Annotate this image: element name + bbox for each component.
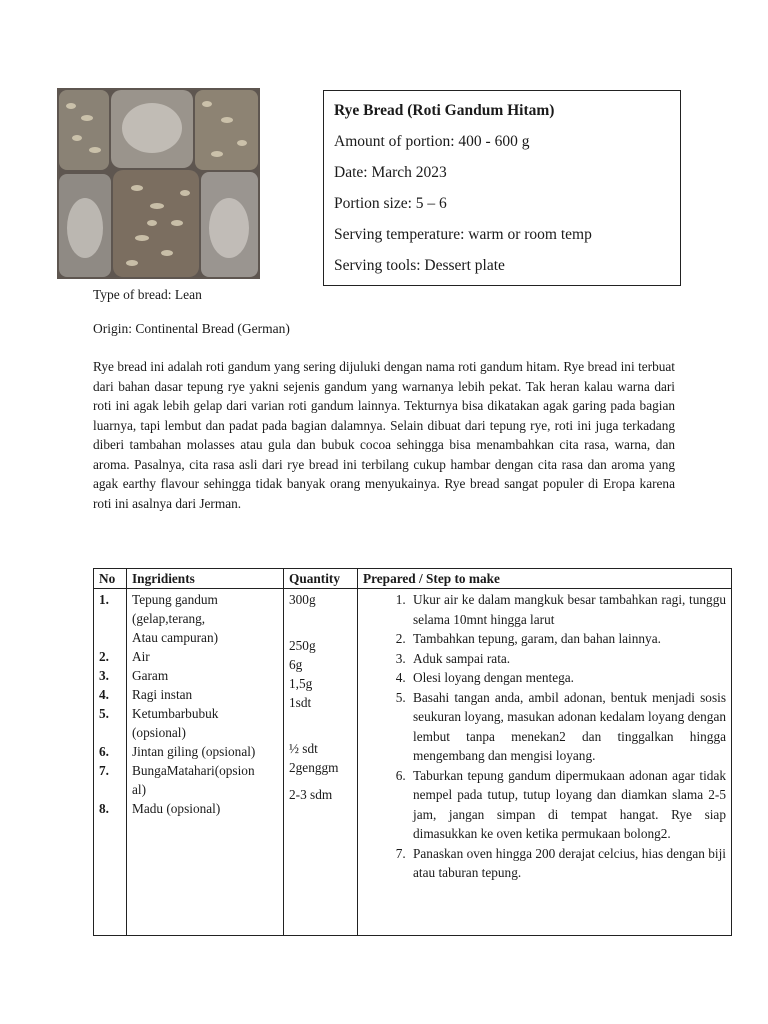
ingredient-line: Jintan giling (opsional) <box>132 744 256 759</box>
ingredient-line: BungaMatahari(opsion <box>132 763 255 778</box>
quantity-value: 250g <box>289 638 316 653</box>
ingredient-line: Ragi instan <box>132 687 193 702</box>
row-number: 7. <box>99 763 109 778</box>
row-number: 6. <box>99 744 109 759</box>
number-column <box>94 589 127 936</box>
step-item: 4. Olesi loyang dengan mentega. <box>409 668 726 688</box>
row-number: 5. <box>99 706 109 721</box>
table-row <box>94 589 732 936</box>
ingredient-line: Tepung gandum <box>132 592 218 607</box>
quantity-value: ½ sdt <box>289 741 318 756</box>
table-header-row <box>94 569 732 589</box>
ingredient-line: Ketumbarbubuk <box>132 706 219 721</box>
header-ingredients: Ingridients <box>127 569 284 589</box>
rye-bread-image <box>57 88 260 279</box>
serving-temperature: Serving temperature: warm or room temp <box>334 226 592 243</box>
row-number: 4. <box>99 687 109 702</box>
step-item: 3. Aduk sampai rata. <box>409 649 726 669</box>
row-number: 2. <box>99 649 109 664</box>
ingredient-line: (opsional) <box>132 725 186 740</box>
quantity-value: 2genggm <box>289 760 339 775</box>
bread-title: Rye Bread (Roti Gandum Hitam) <box>334 102 555 119</box>
step-item: 1. Ukur air ke dalam mangkuk besar tambahkan ragi, tunggu selama 10mnt hingga larut <box>409 590 726 629</box>
ingredient-line: Air <box>132 649 150 664</box>
ingredient-line: al) <box>132 782 147 797</box>
quantity-value: 6g <box>289 657 303 672</box>
quantity-value: 2-3 sdm <box>289 787 333 802</box>
quantity-value: 1sdt <box>289 695 312 710</box>
step-item: 2. Tambahkan tepung, garam, dan bahan lainnya. <box>409 629 726 649</box>
description-paragraph: Rye bread ini adalah roti gandum yang sering dijuluki dengan nama roti gandum hitam. Rye bread ini terbuat dari bahan dasar tepung rye yakni sejenis gandum yang warnanya lebih pekat. Tak heran kalau warna dari roti ini agak lebih gelap dari varian roti gandum lainnya. Tekturnya bisa dikatakan agak garing pada bagian luarnya, tapi lembut dan padat pada bagian dalamnya. Selain dibuat dari tepung rye, roti ini juga terkadang diberi tambahan molasses atau gula dan bubuk cocoa sehingga bisa menambahkan cita rasa, warna, dan aroma. Pasalnya, cita rasa asli dari rye bread ini terbilang cukup hambar dengan cita rasa dan aroma yang agak earthy flavour sehingga tidak banyak orang menyukainya. Rye bread sangat populer di Eropa karena roti ini asalnya dari Jerman. <box>93 359 675 511</box>
step-item: 7. Panaskan oven hingga 200 derajat celcius, hias dengan biji atau taburan tepung. <box>409 844 726 883</box>
serving-tools: Serving tools: Dessert plate <box>334 257 505 274</box>
header-quantity: Quantity <box>284 569 358 589</box>
ingredient-line: Madu (opsional) <box>132 801 221 816</box>
steps-column <box>358 589 732 936</box>
steps-list <box>363 590 726 883</box>
date: Date: March 2023 <box>334 164 447 181</box>
header-steps: Prepared / Step to make <box>358 569 732 589</box>
header-no: No <box>94 569 127 589</box>
quantity-column <box>284 589 358 936</box>
ingredient-line: (gelap,terang, <box>132 611 206 626</box>
type-of-bread: Type of bread: Lean <box>93 287 202 302</box>
step-item: 6. Taburkan tepung gandum dipermukaan adonan agar tidak nempel pada tutup, tutup loyang dan diamkan slama 2-5 jam, jangan simpan di tempat hangat. Rye siap dimasukkan ke oven ketika permukaan bolong2. <box>409 766 726 844</box>
ingredient-line: Garam <box>132 668 169 683</box>
quantity-value: 300g <box>289 592 316 607</box>
step-item: 5. Basahi tangan anda, ambil adonan, bentuk menjadi sosis seukuran loyang, masukan adonan kedalam loyang dengan lembut tanpa menekan2 dan tinggalkan hingga mengembang dan mengisi loyang. <box>409 688 726 766</box>
info-box <box>323 90 681 286</box>
origin: Origin: Continental Bread (German) <box>93 321 290 336</box>
row-number: 3. <box>99 668 109 683</box>
rye-bread-photo <box>57 88 260 279</box>
portion-size: Portion size: 5 – 6 <box>334 195 447 212</box>
row-number: 8. <box>99 801 109 816</box>
amount-of-portion: Amount of portion: 400 - 600 g <box>334 133 530 150</box>
row-number: 1. <box>99 592 109 607</box>
quantity-value: 1,5g <box>289 676 313 691</box>
ingredient-column <box>127 589 284 936</box>
recipe-table <box>93 568 732 936</box>
ingredient-line: Atau campuran) <box>132 630 219 645</box>
